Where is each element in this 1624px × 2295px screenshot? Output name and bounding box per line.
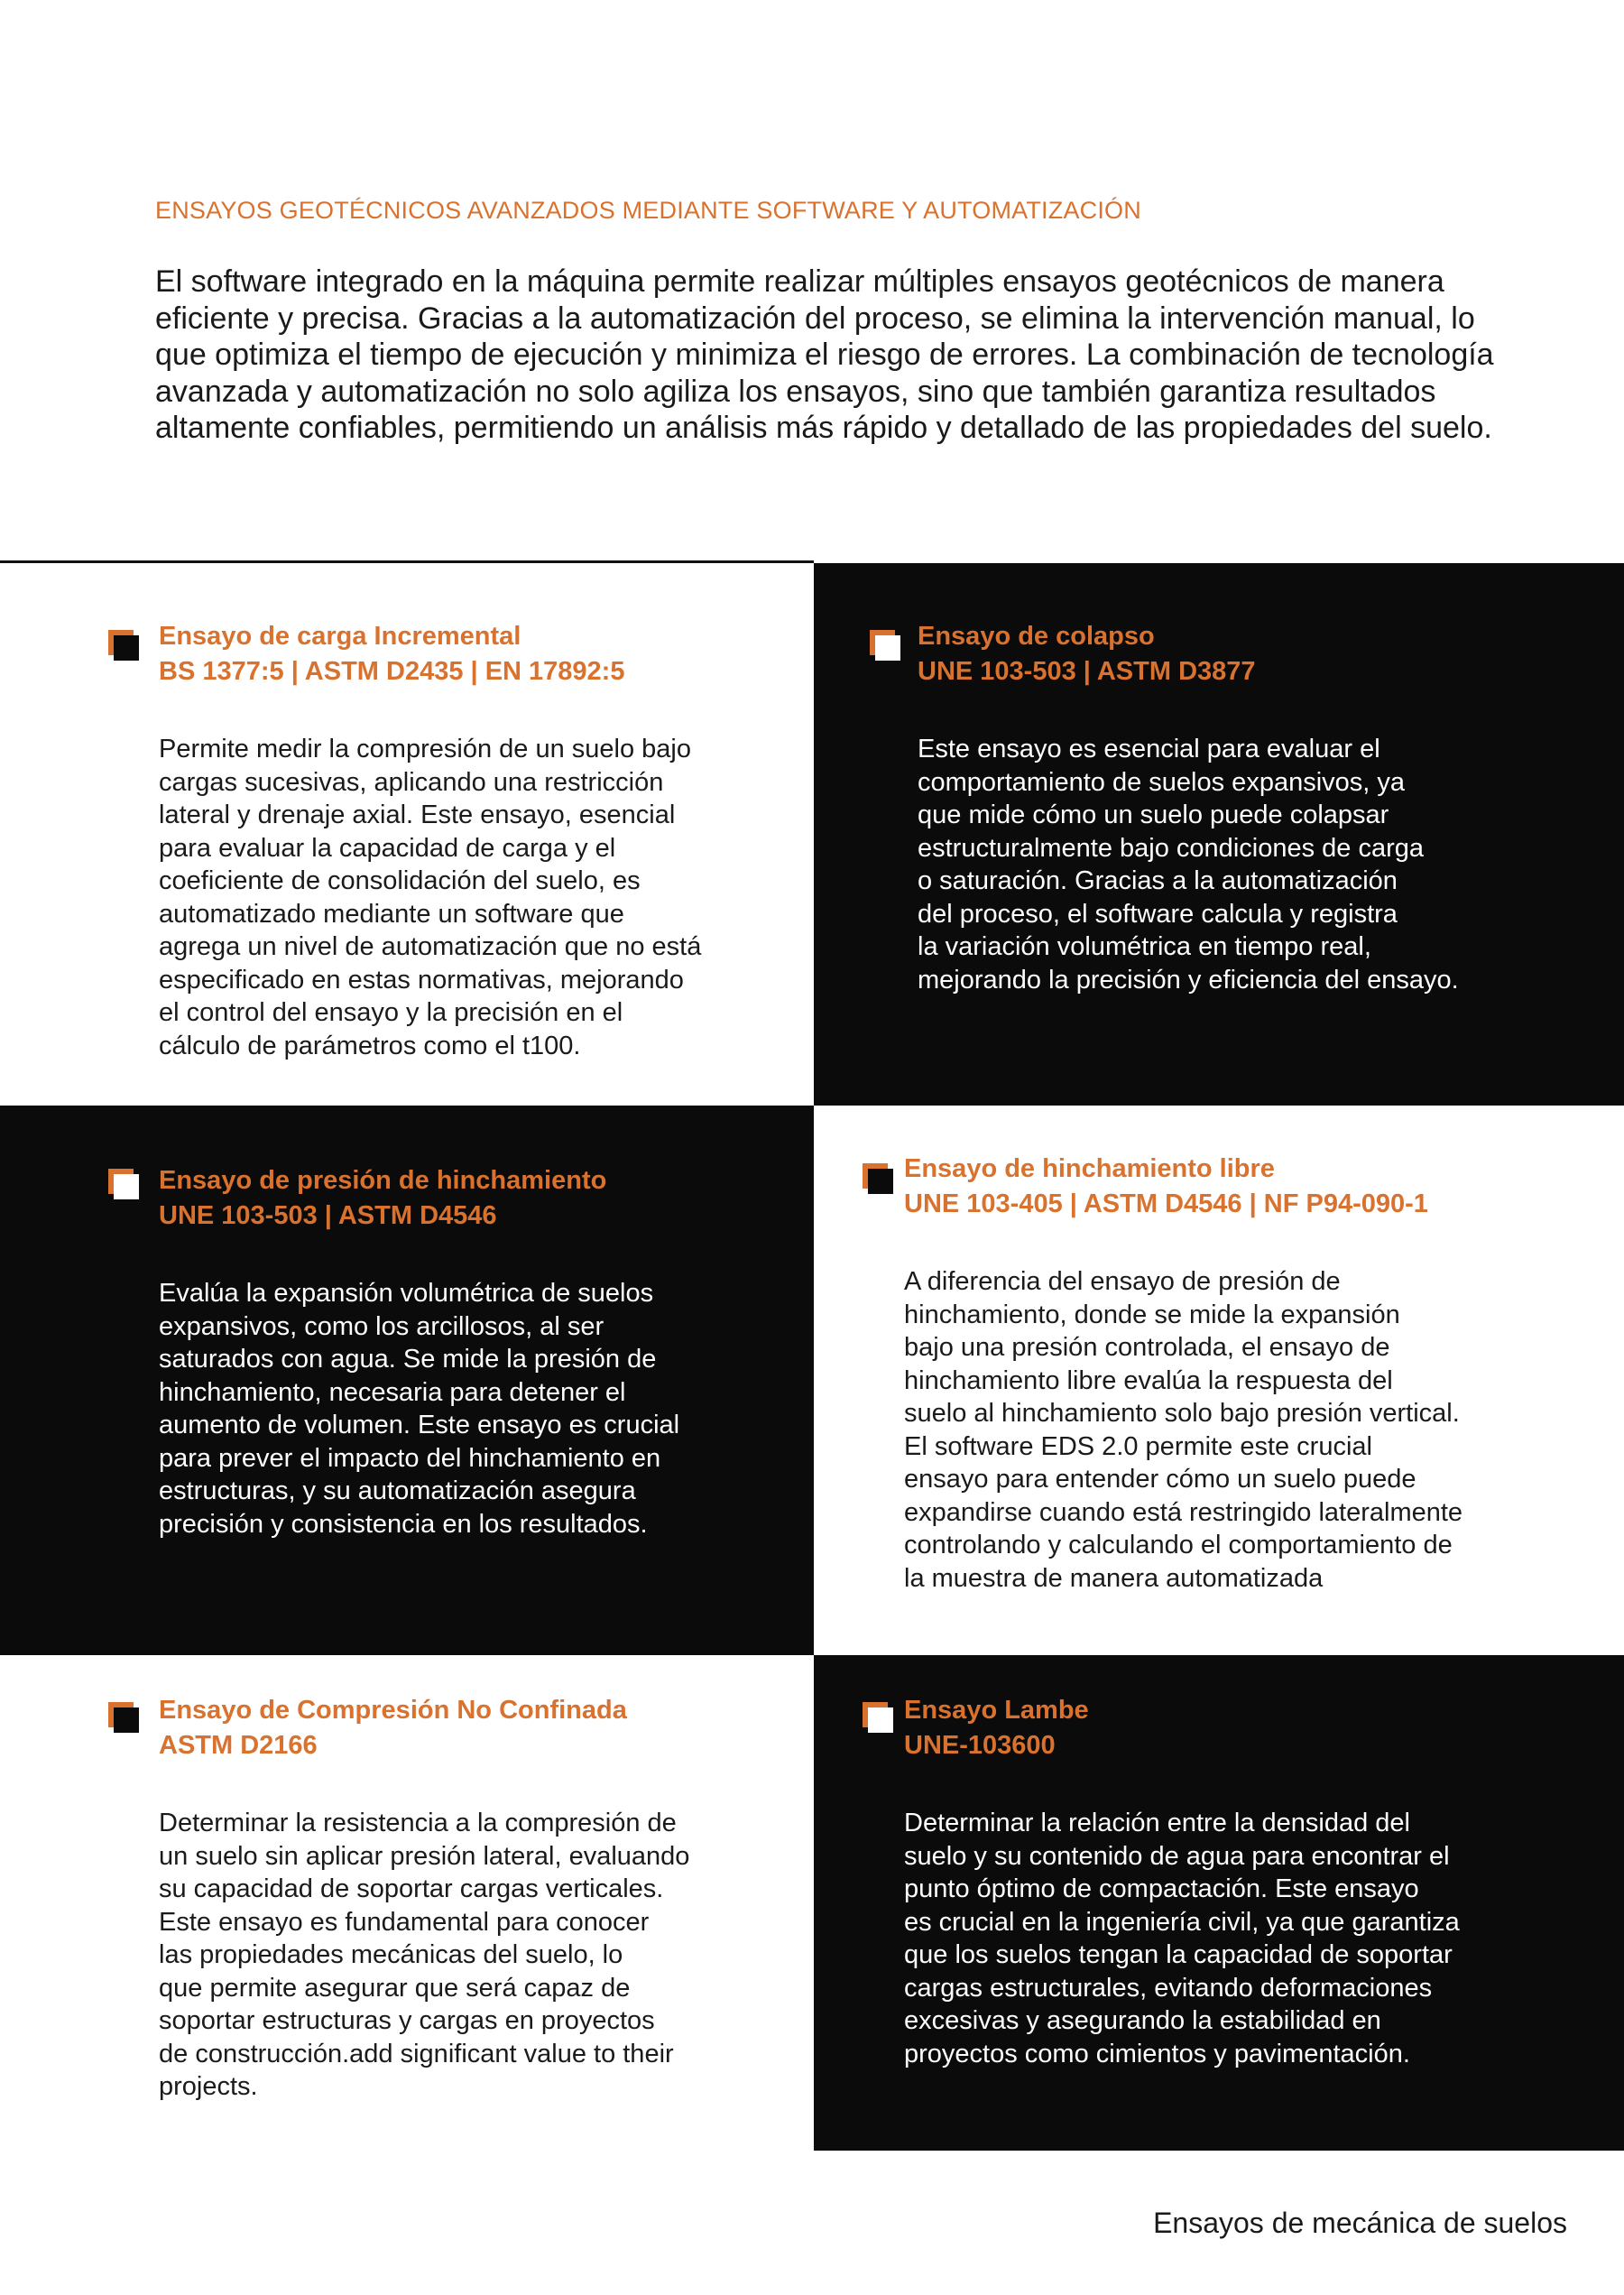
card-standard: BS 1377:5 | ASTM D2435 | EN 17892:5 xyxy=(159,657,625,686)
panel-lambe xyxy=(814,1655,1624,2151)
panel-compresion-no-confinada xyxy=(0,1655,814,2151)
card-title: Ensayo de hinchamiento libre xyxy=(904,1154,1275,1183)
panel-presion-hinchamiento xyxy=(0,1106,814,1655)
square-bullet-icon xyxy=(863,1702,893,1733)
square-bullet-icon xyxy=(863,1163,893,1194)
card-standard: UNE-103600 xyxy=(904,1731,1056,1760)
panel-carga-incremental xyxy=(0,563,814,1106)
square-bullet-icon xyxy=(108,1702,139,1733)
square-bullet-icon xyxy=(870,630,900,661)
square-bullet-icon xyxy=(108,630,139,661)
card-body: A diferencia del ensayo de presión de hinchamiento, donde se mide la expansión bajo una presión controlada, el ensayo de hinchamiento libre evalúa la respuesta del suelo al hinchamiento solo bajo presión vertical. El software EDS 2.0 permite este crucial ensayo para entender cómo un suelo puede expandirse cuando está restringido lateralmente controlando y calculando el comportamiento de la muestra de manera automatizada xyxy=(904,1267,1463,1593)
card-body: Evalúa la expansión volumétrica de suelos expansivos, como los arcillosos, al ser saturados con agua. Se mide la presión de hinchamiento, necesaria para detener el aumento de volumen. Este ensayo es crucial para prever el impacto del hinchamiento en estructuras, y su automatización asegura precisión y consistencia en los resultados. xyxy=(159,1279,680,1539)
card-standard: UNE 103-503 | ASTM D4546 xyxy=(159,1201,497,1230)
card-body: Este ensayo es esencial para evaluar el comportamiento de suelos expansivos, ya que mide cómo un suelo puede colapsar estructuralmente bajo condiciones de carga o saturación. Gracias a la automatización del proceso, el software calcula y registra la variación volumétrica en tiempo real, mejorando la precisión y eficiencia del ensayo. xyxy=(918,735,1459,995)
card-title: Ensayo Lambe xyxy=(904,1696,1089,1725)
card-standard: UNE 103-405 | ASTM D4546 | NF P94-090-1 xyxy=(904,1189,1428,1218)
intro-paragraph: El software integrado en la máquina permite realizar múltiples ensayos geotécnicos de manera eficiente y precisa. Gracias a la automatización del proceso, se elimina la intervención manual, lo que optimiza el tiempo de ejecución y minimiza el riesgo de errores. La combinación de tecnología avanzada y automatización no solo agiliza los ensayos, sino que también garantiza resultados altamente confiables, permitiendo un análisis más rápido y detallado de las propiedades del suelo. xyxy=(155,264,1494,445)
card-standard: UNE 103-503 | ASTM D3877 xyxy=(918,657,1256,686)
footer-label: Ensayos de mecánica de suelos xyxy=(1153,2207,1567,2239)
page-heading: ENSAYOS GEOTÉCNICOS AVANZADOS MEDIANTE SOFTWARE Y AUTOMATIZACIÓN xyxy=(155,197,1141,224)
panel-colapso xyxy=(814,563,1624,1106)
card-body: Permite medir la compresión de un suelo bajo cargas sucesivas, aplicando una restricción lateral y drenaje axial. Este ensayo, esencial para evaluar la capacidad de carga y el coeficiente de consolidación del suelo, es automatizado mediante un software que agrega un nivel de automatización que no está especificado en estas normativas, mejorando el control del ensayo y la precisión en el cálculo de parámetros como el t100. xyxy=(159,735,702,1060)
card-standard: ASTM D2166 xyxy=(159,1731,318,1760)
card-title: Ensayo de presión de hinchamiento xyxy=(159,1166,607,1195)
card-title: Ensayo de carga Incremental xyxy=(159,622,521,651)
card-title: Ensayo de colapso xyxy=(918,622,1155,651)
card-body: Determinar la resistencia a la compresión de un suelo sin aplicar presión lateral, evaluando su capacidad de soportar cargas verticales. Este ensayo es fundamental para conocer las propiedades mecánicas del suelo, lo que permite asegurar que será capaz de soportar estructuras y cargas en proyectos de construcción.add significant value to their projects. xyxy=(159,1809,690,2101)
card-title: Ensayo de Compresión No Confinada xyxy=(159,1696,627,1725)
square-bullet-icon xyxy=(108,1169,139,1199)
panel-hinchamiento-libre xyxy=(814,1106,1624,1655)
card-body: Determinar la relación entre la densidad del suelo y su contenido de agua para encontrar el punto óptimo de compactación. Este ensayo es crucial en la ingeniería civil, ya que garantiza que los suelos tengan la capacidad de soportar cargas estructurales, evitando deformaciones excesivas y asegurando la estabilidad en proyectos como cimientos y pavimentación. xyxy=(904,1809,1460,2068)
